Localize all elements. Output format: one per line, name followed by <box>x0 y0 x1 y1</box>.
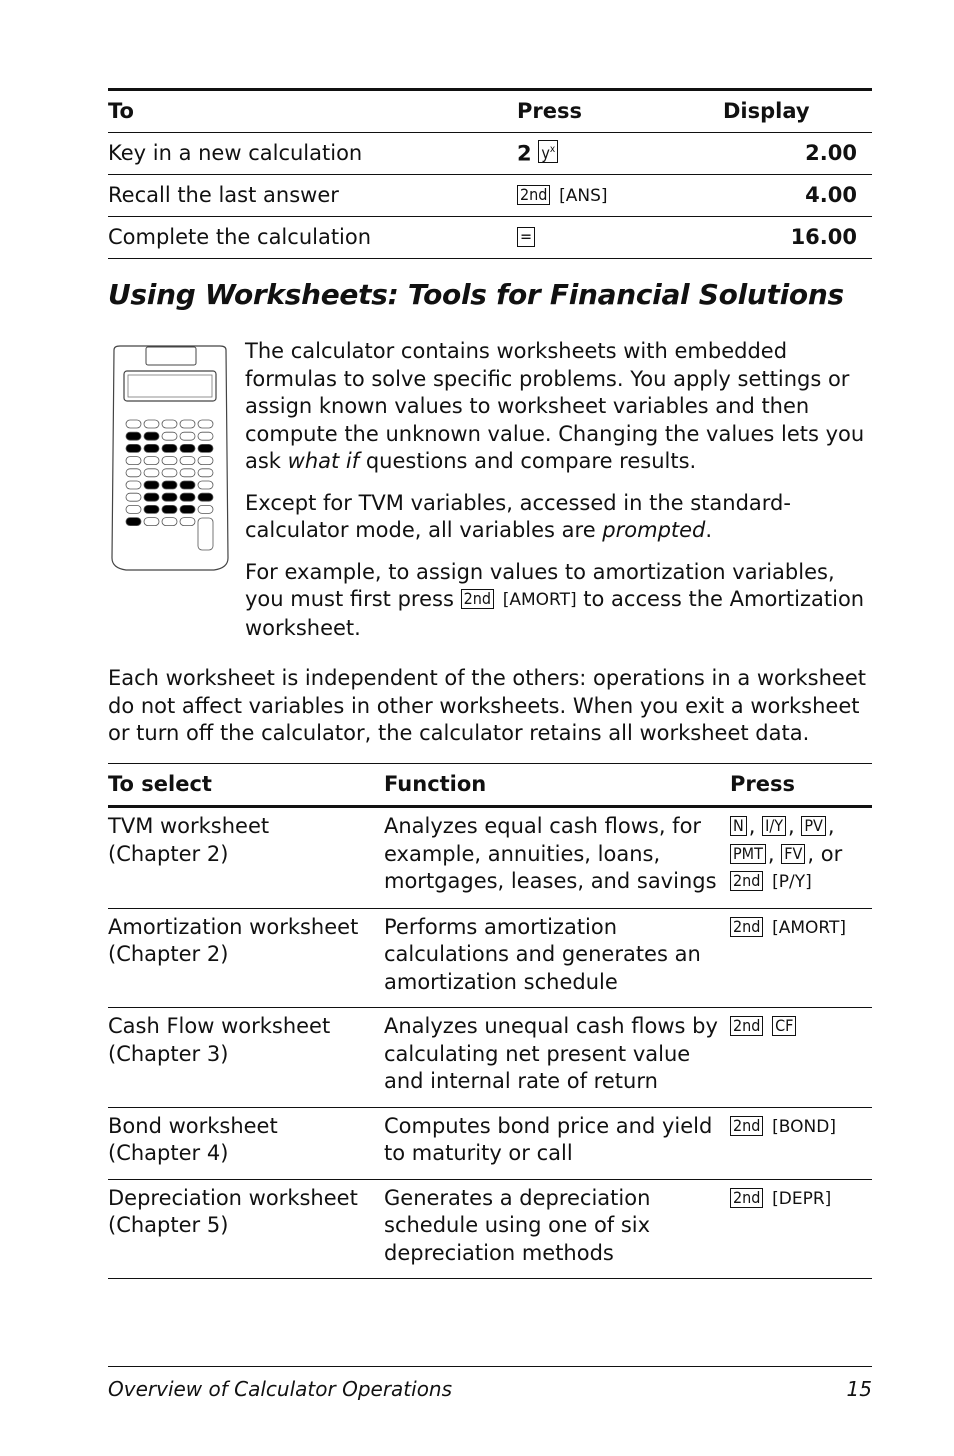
table-header-row <box>108 764 872 807</box>
page-footer <box>108 1366 872 1401</box>
bond-key: [BOND] <box>772 1116 836 1137</box>
row-action: Recall the last answer <box>108 183 339 207</box>
cf-key: CF <box>772 1016 796 1036</box>
calculator-key <box>144 505 159 513</box>
calculator-key <box>180 481 195 489</box>
calculator-key <box>198 481 213 489</box>
second-key: 2nd <box>730 871 763 891</box>
calculator-key <box>162 420 177 428</box>
calculator-key <box>198 505 213 513</box>
row-press <box>517 217 723 259</box>
second-key: 2nd <box>730 917 763 937</box>
calculator-illustration <box>110 344 230 572</box>
amort-key: [AMORT] <box>502 590 577 610</box>
row-press <box>517 133 723 175</box>
calculator-key <box>180 518 195 526</box>
calculator-key <box>144 518 159 526</box>
calculator-key <box>198 432 213 440</box>
iy-key: I/Y <box>762 816 786 836</box>
worksheet-function: Analyzes unequal cash flows by calculating net present value and internal rate of return <box>384 1014 718 1093</box>
calculator-key <box>126 505 141 513</box>
second-key: 2nd <box>730 1188 763 1208</box>
worksheet-name: Cash Flow worksheet (Chapter 3) <box>108 1014 331 1066</box>
calculator-key <box>162 481 177 489</box>
ans-key: [ANS] <box>559 185 608 206</box>
n-key: N <box>730 816 747 836</box>
col-header-display: Display <box>723 99 810 123</box>
table-row <box>108 1008 872 1108</box>
worksheet-function: Analyzes equal cash flows, for example, annuities, loans, mortgages, leases, and savings <box>384 814 717 893</box>
calculator-key <box>126 469 141 477</box>
calculator-key <box>144 493 159 501</box>
fv-key: FV <box>781 844 805 864</box>
number-two: 2 <box>517 141 532 166</box>
py-key: [P/Y] <box>772 872 812 892</box>
second-key: 2nd <box>730 1016 763 1036</box>
row-press <box>517 175 723 217</box>
table-header-row <box>108 90 872 133</box>
yx-key: $y^x$ <box>538 140 558 163</box>
worksheet-keys <box>730 1179 872 1279</box>
calculator-key <box>126 420 141 428</box>
calculator-key <box>180 457 195 465</box>
calculator-key <box>198 469 213 477</box>
calculator-key <box>180 505 195 513</box>
pv-key: PV <box>801 816 826 836</box>
col-header-to: To <box>108 99 134 123</box>
calculator-key <box>162 505 177 513</box>
col-header-select: To select <box>108 771 212 796</box>
intro-paragraph-1: The calculator contains worksheets with embedded formulas to solve specific problems. You apply settings or assign known values to worksheet variables and then compute the unknown value. Changing the values lets you ask what if questions and compare results. <box>245 339 865 473</box>
section-title: Using Worksheets: Tools for Financial Solutions <box>108 278 844 311</box>
worksheet-function: Computes bond price and yield to maturity or call <box>384 1113 713 1165</box>
calculator-key <box>198 457 213 465</box>
calculator-key <box>144 469 159 477</box>
col-header-press: Press <box>517 99 582 123</box>
worksheet-name: Bond worksheet (Chapter 4) <box>108 1113 278 1165</box>
row-display: 16.00 <box>790 225 857 249</box>
calculator-key <box>126 444 141 452</box>
keystroke-table <box>108 88 872 259</box>
col-header-function: Function <box>384 771 487 796</box>
amort-key: [AMORT] <box>772 917 847 938</box>
worksheet-keys <box>730 908 872 1008</box>
calculator-key <box>180 432 195 440</box>
calculator-key <box>198 420 213 428</box>
row-action: Complete the calculation <box>108 225 372 249</box>
calculator-key <box>162 432 177 440</box>
row-action: Key in a new calculation <box>108 141 363 165</box>
worksheet-table <box>108 763 872 1279</box>
calculator-key <box>180 493 195 501</box>
worksheet-keys <box>730 1008 872 1108</box>
worksheet-name: Amortization worksheet (Chapter 2) <box>108 914 359 966</box>
row-display: 4.00 <box>805 183 857 207</box>
table-row <box>108 175 872 217</box>
calculator-key <box>144 444 159 452</box>
calculator-key <box>198 493 213 501</box>
calculator-key <box>126 518 141 526</box>
calculator-key <box>162 469 177 477</box>
table-row <box>108 807 872 909</box>
table-row <box>108 217 872 259</box>
calculator-key <box>126 493 141 501</box>
worksheet-function: Generates a depreciation schedule using one of six depreciation methods <box>384 1185 651 1265</box>
table-row <box>108 133 872 175</box>
second-key: 2nd <box>730 1116 763 1136</box>
intro-text <box>245 338 870 656</box>
intro-paragraph-2: Except for TVM variables, accessed in the standard-calculator mode, all variables are prompted. <box>245 490 791 542</box>
worksheet-name: TVM worksheet (Chapter 2) <box>108 814 270 866</box>
col-header-press: Press <box>730 771 795 796</box>
depr-key: [DEPR] <box>772 1188 832 1209</box>
calculator-key <box>162 457 177 465</box>
calculator-key <box>198 444 213 452</box>
calculator-key <box>126 432 141 440</box>
calculator-key <box>180 444 195 452</box>
equals-key: = <box>517 227 535 247</box>
second-key: 2nd <box>461 589 494 609</box>
calculator-key <box>144 457 159 465</box>
calculator-key <box>162 518 177 526</box>
table-row <box>108 1179 872 1279</box>
calculator-key <box>180 469 195 477</box>
worksheet-paragraph: Each worksheet is independent of the others: operations in a worksheet do not affect variables in other worksheets. When you exit a worksheet or turn off the calculator, the calculator retains all worksheet data. <box>108 666 866 745</box>
calculator-key <box>162 493 177 501</box>
footer-chapter: Overview of Calculator Operations <box>108 1377 453 1401</box>
calculator-plus-key <box>198 518 213 550</box>
calculator-key <box>126 457 141 465</box>
pmt-key: PMT <box>730 844 766 864</box>
worksheet-function: Performs amortization calculations and generates an amortization schedule <box>384 914 701 994</box>
table-row <box>108 908 872 1008</box>
calculator-key <box>144 432 159 440</box>
calculator-key <box>162 444 177 452</box>
calculator-key <box>180 420 195 428</box>
calculator-key <box>144 481 159 489</box>
row-display: 2.00 <box>805 141 857 165</box>
second-key: 2nd <box>517 185 550 205</box>
intro-paragraph-3: For example, to assign values to amortization variables, you must first press 2nd [AMORT] to access the Amortization worksheet. <box>245 559 865 640</box>
calculator-key <box>144 420 159 428</box>
page-number: 15 <box>846 1377 872 1401</box>
calculator-key <box>126 481 141 489</box>
table-row <box>108 1107 872 1179</box>
worksheet-keys <box>730 1107 872 1179</box>
worksheet-name: Depreciation worksheet (Chapter 5) <box>108 1185 358 1237</box>
worksheet-keys: N , I/Y , PV , PMT , FV , or 2nd [P/Y] <box>730 807 872 909</box>
